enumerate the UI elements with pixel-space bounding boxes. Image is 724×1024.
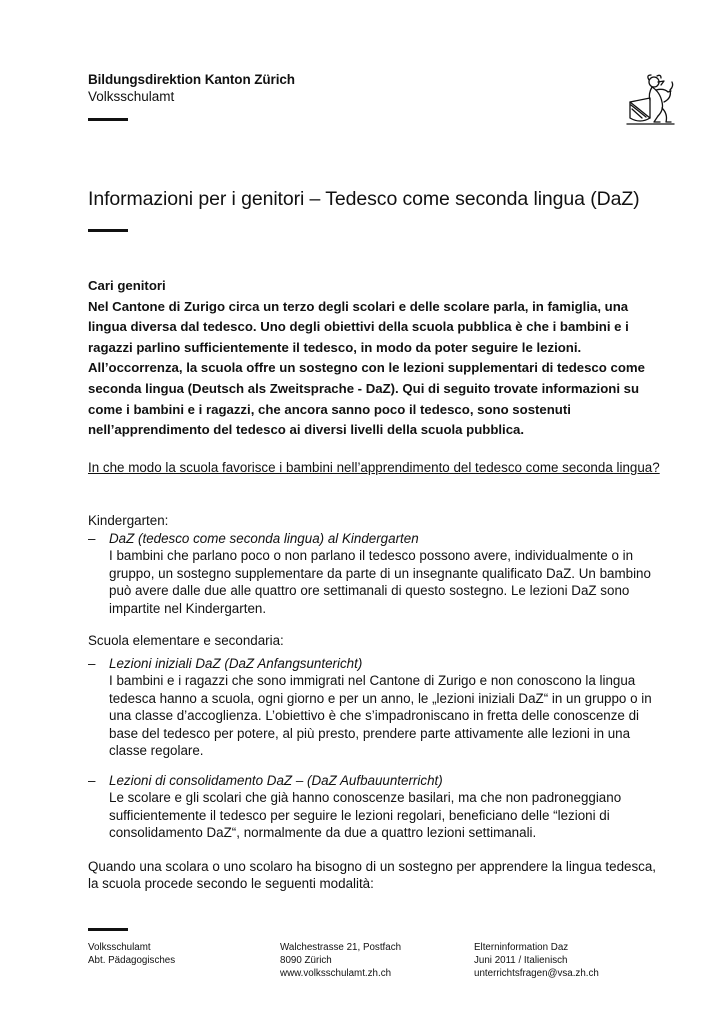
footer-line: Juni 2011 / Italienisch bbox=[474, 955, 568, 967]
list-dash: – bbox=[88, 773, 96, 788]
section-question: In che modo la scuola favorisce i bambini nell’apprendimento del tedesco come seconda lingua? bbox=[88, 460, 660, 475]
list-item-title: Lezioni iniziali DaZ (DaZ Anfangsuntericht) bbox=[109, 656, 363, 671]
footer-line: 8090 Zürich bbox=[280, 955, 332, 967]
footer-line: Volksschulamt bbox=[88, 942, 151, 953]
list-item-line: I bambini che parlano poco o non parlano il tedesco possono avere, individualmente o in bbox=[109, 548, 634, 564]
list-item-line: gruppo, un sostegno supplementare da parte di un insegnante qualificato DaZ. Un bambino bbox=[109, 565, 651, 581]
footer-column-office bbox=[88, 941, 175, 967]
title-divider bbox=[88, 229, 128, 232]
closing-line: Quando una scolara o uno scolaro ha bisogno di un sostegno per apprendere la lingua tedesca, bbox=[88, 859, 657, 874]
list-item-line: I bambini e i ragazzi che sono immigrati nel Cantone di Zurigo e non conoscono la lingua bbox=[109, 673, 636, 689]
footer-email: unterrichtsfragen@vsa.zh.ch bbox=[474, 968, 599, 980]
list-item bbox=[88, 530, 688, 617]
zurich-lion-coat-of-arms-icon bbox=[624, 72, 676, 128]
list-item-line: una classe d’accoglienza. L’obiettivo è che s’impadroniscano in fretta delle conoscenze di bbox=[109, 708, 639, 724]
org-subtitle: Volksschulamt bbox=[88, 89, 175, 104]
list-dash: – bbox=[88, 656, 96, 671]
intro-line: Nel Cantone di Zurigo circa un terzo degli scolari e delle scolare parla, in famiglia, una bbox=[88, 298, 629, 314]
intro-line: All’occorrenza, la scuola offre un sostegno con le lezioni supplementari di tedesco come bbox=[88, 360, 645, 376]
list-item-line: sufficientemente il tedesco per seguire le lezioni regolari, beneficiano delle “lezioni di bbox=[109, 807, 610, 823]
list-item-line: impartite nel Kindergarten. bbox=[109, 600, 267, 616]
intro-line: lingua diversa dal tedesco. Uno degli obiettivi della scuola pubblica è che i bambini e i bbox=[88, 319, 629, 335]
footer-line: Walchestrasse 21, Postfach bbox=[280, 942, 402, 953]
kindergarten-heading: Kindergarten: bbox=[88, 513, 169, 528]
intro-line: come i bambini e i ragazzi, che ancora sanno poco il tedesco, sono sostenuti bbox=[88, 401, 571, 417]
header-divider bbox=[88, 118, 128, 121]
list-item-title: Lezioni di consolidamento DaZ – (DaZ Aufbauunterricht) bbox=[109, 773, 443, 788]
footer-line: Abt. Pädagogisches bbox=[88, 955, 176, 967]
intro-paragraph bbox=[88, 276, 688, 441]
intro-line: Cari genitori bbox=[88, 278, 166, 293]
list-item-line: tedesca hanno a scuola, ogni giorno e per un anno, le „lezioni iniziali DaZ“ in un gruppo o in bbox=[109, 690, 652, 706]
intro-line: ragazzi parlino sufficientemente il tedesco, in modo da poter seguire le lezioni. bbox=[88, 339, 582, 355]
closing-paragraph bbox=[88, 858, 656, 893]
page-title: Informazioni per i genitori – Tedesco come seconda lingua (DaZ) bbox=[88, 188, 640, 210]
list-item-title: DaZ (tedesco come seconda lingua) al Kindergarten bbox=[109, 531, 419, 546]
list-dash: – bbox=[88, 531, 96, 546]
org-name: Bildungsdirektion Kanton Zürich bbox=[88, 72, 295, 87]
list-item-line: può avere dalle due alle quattro ore settimanali di questo sostegno. Le lezioni DaZ sono bbox=[109, 583, 630, 599]
footer-divider bbox=[88, 928, 128, 931]
intro-line: seconda lingua (Deutsch als Zweitsprache - DaZ). Qui di seguito trovate informazioni su bbox=[88, 380, 640, 396]
list-item bbox=[88, 655, 688, 759]
list-item-line: base del tedesco per potere, al più presto, prendere parte attivamente alle lezioni in una bbox=[109, 725, 631, 741]
list-item bbox=[88, 772, 688, 842]
list-item-line: Le scolare e gli scolari che già hanno conoscenze basilari, ma che non padroneggiano bbox=[109, 790, 622, 806]
school-heading: Scuola elementare e secondaria: bbox=[88, 633, 284, 648]
list-item-line: consolidamento DaZ“, normalmente da due a quattro lezioni settimanali. bbox=[109, 825, 537, 841]
footer-column-address bbox=[280, 941, 401, 981]
list-item-line: classe regolare. bbox=[109, 743, 204, 759]
intro-line: nell’apprendimento del tedesco ai diversi livelli della scuola pubblica. bbox=[88, 422, 525, 438]
closing-line: la scuola procede secondo le seguenti modalità: bbox=[88, 876, 374, 892]
footer-column-document bbox=[474, 941, 599, 981]
footer-line: Elterninformation Daz bbox=[474, 942, 569, 953]
footer-website: www.volksschulamt.zh.ch bbox=[280, 968, 392, 980]
